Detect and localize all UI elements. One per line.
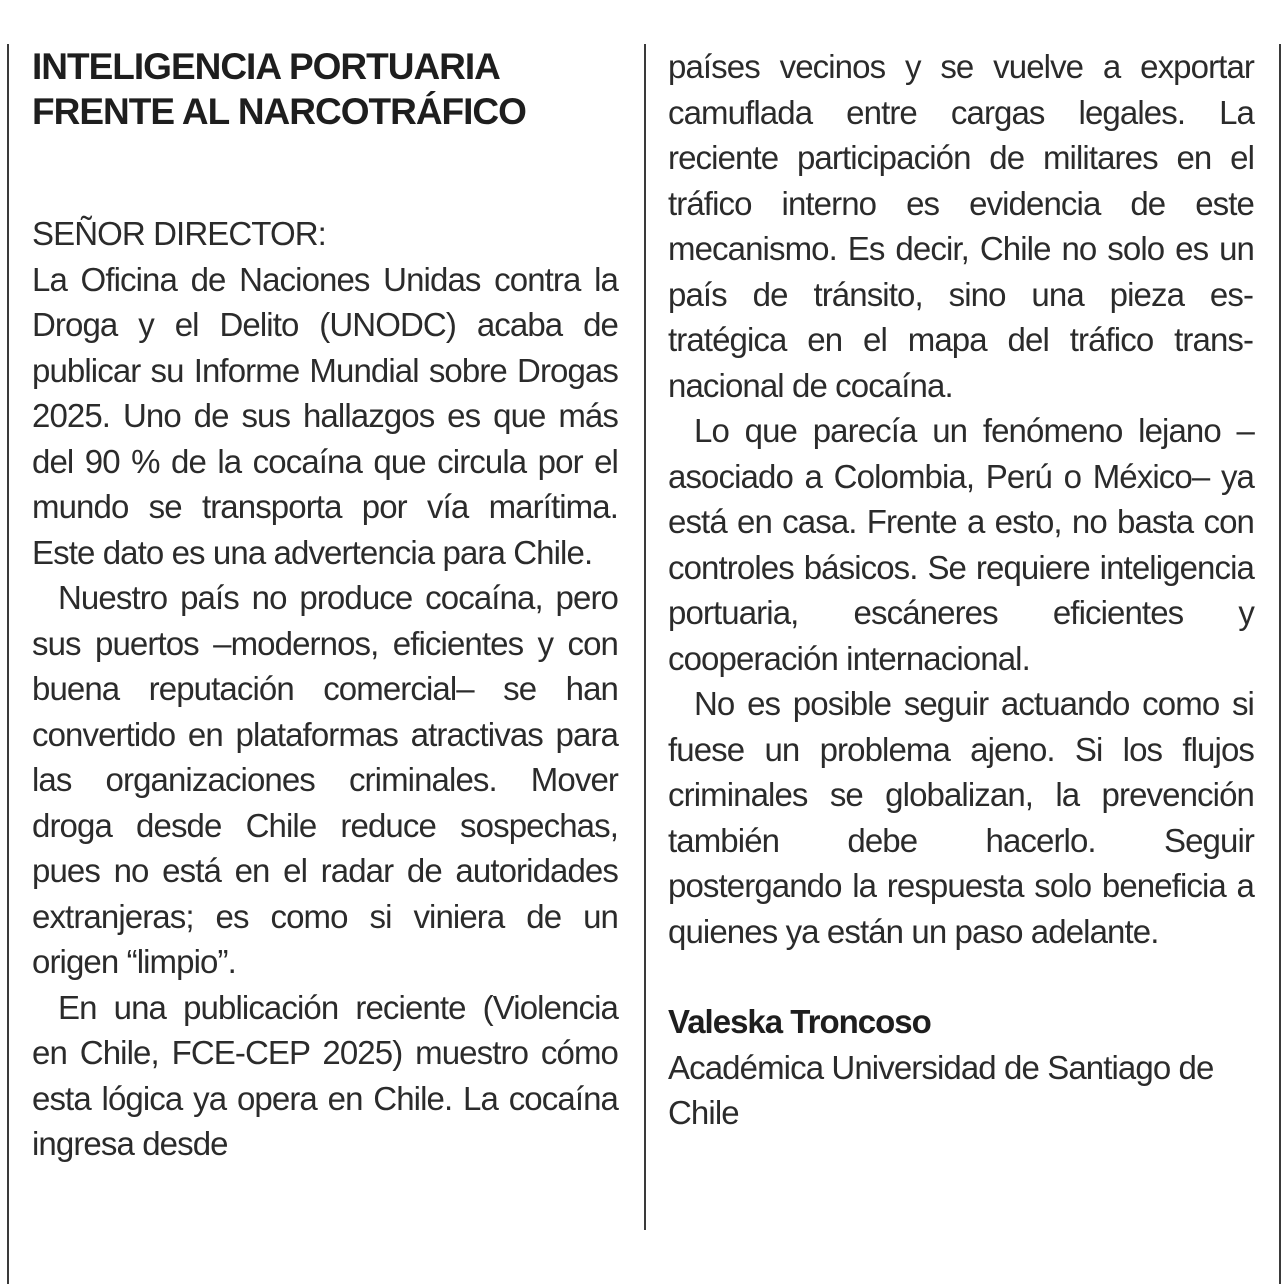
author-affiliation: Académica Universidad de Santiago de Chile — [668, 1048, 1214, 1131]
paragraph-3-start: En una publicación reciente (Violencia en Chile, FCE-CEP 2025) muestro cómo esta lógica ya opera en Chile. La cocaína ingresa desde — [32, 988, 618, 1162]
paragraph-1: La Oficina de Naciones Unidas contra la Droga y el Delito (UNODC) acaba de publicar su Informe Mundial sobre Drogas 2025. Uno de sus hallazgos es que más del 90 % de la cocaína que circula por el mundo se transporta por vía marítima. Este dato es una advertencia para Chile. — [32, 260, 618, 571]
paragraph-2: Nuestro país no produce cocaína, pero sus puertos –modernos, eficientes y con buena reputación comercial– se han convertido en plataformas atractivas para las organizaciones criminales. Mover droga desde Chile reduce sospechas, pues no está en el radar de autoridades extranjeras; es como si viniera de un origen “limpio”. — [32, 579, 618, 980]
paragraph-3-continued: países vecinos y se vuelve a exportar camuflada entre cargas legales. La reciente participación de militares en el tráfico interno es evidencia de este mecanismo. Es decir, Chile no solo es un país de tránsito, sino una pieza estratégica en el mapa del tráfico transnacional de cocaína. — [668, 48, 1254, 404]
author-name: Valeska Troncoso — [668, 1003, 931, 1040]
left-column — [32, 44, 618, 1167]
headline — [32, 44, 618, 134]
column-divider-rule — [644, 44, 646, 1230]
paragraph-5: No es posible seguir actuando como si fuese un problema ajeno. Si los flujos criminales se globalizan, la prevención también debe hacerlo. Seguir postergando la respuesta solo beneficia a quienes ya están un paso adelante. — [668, 685, 1254, 950]
right-column — [668, 44, 1254, 1136]
headline-line-1: INTELIGENCIA PORTUARIA — [32, 46, 500, 87]
paragraph-4: Lo que parecía un fenómeno lejano –asociado a Colombia, Perú o México– ya está en casa. Frente a esto, no basta con controles básicos. Se requiere inteligencia portuaria, escáneres eficientes y cooperación internacional. — [668, 412, 1254, 677]
right-column-rule — [1279, 44, 1281, 1284]
salutation: SEÑOR DIRECTOR: — [32, 215, 326, 252]
headline-line-2: FRENTE AL NARCOTRÁFICO — [32, 91, 526, 132]
left-column-rule — [7, 44, 9, 1284]
